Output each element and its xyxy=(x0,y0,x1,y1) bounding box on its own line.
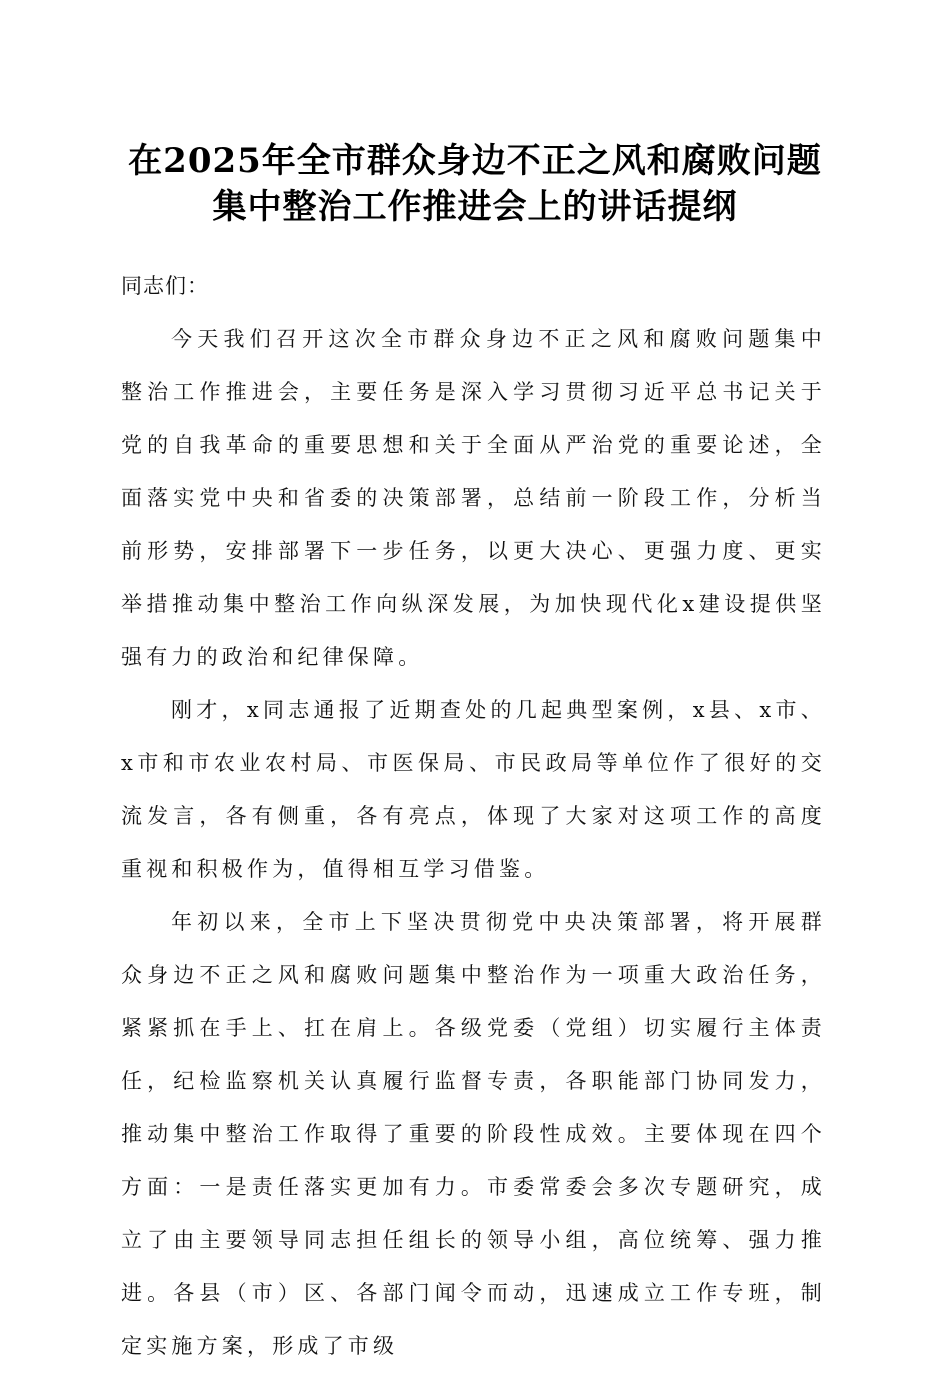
salutation: 同志们： xyxy=(121,274,209,298)
document-title xyxy=(100,138,850,230)
document-body xyxy=(121,260,826,1373)
paragraph: 刚才，x同志通报了近期查处的几起典型案例，x县、x市、x市和市农业农村局、市医保局、市民政局等单位作了很好的交流发言，各有侧重，各有亮点，体现了大家对这项工作的高度重视和积极作为，值得相互学习借鉴。 xyxy=(121,698,826,881)
paragraph: 年初以来，全市上下坚决贯彻党中央决策部署，将开展群众身边不正之风和腐败问题集中整治作为一项重大政治任务，紧紧抓在手上、扛在肩上。各级党委（党组）切实履行主体责任，纪检监察机关认真履行监督专责，各职能部门协同发力，推动集中整治工作取得了重要的阶段性成效。主要体现在四个方面：一是责任落实更加有力。市委常委会多次专题研究，成立了由主要领导同志担任组长的领导小组，高位统筹、强力推进。各县（市）区、各部门闻令而动，迅速成立工作专班，制定实施方案，形成了市级 xyxy=(121,910,826,1358)
paragraph: 今天我们召开这次全市群众身边不正之风和腐败问题集中整治工作推进会，主要任务是深入学习贯彻习近平总书记关于党的自我革命的重要思想和关于全面从严治党的重要论述，全面落实党中央和省委的决策部署，总结前一阶段工作，分析当前形势，安排部署下一步任务，以更大决心、更强力度、更实举措推动集中整治工作向纵深发展，为加快现代化x建设提供坚强有力的政治和纪律保障。 xyxy=(121,327,826,669)
title-line-2: 集中整治工作推进会上的讲话提纲 xyxy=(212,187,738,227)
title-line-1: 在2025年全市群众身边不正之风和腐败问题 xyxy=(128,141,822,181)
